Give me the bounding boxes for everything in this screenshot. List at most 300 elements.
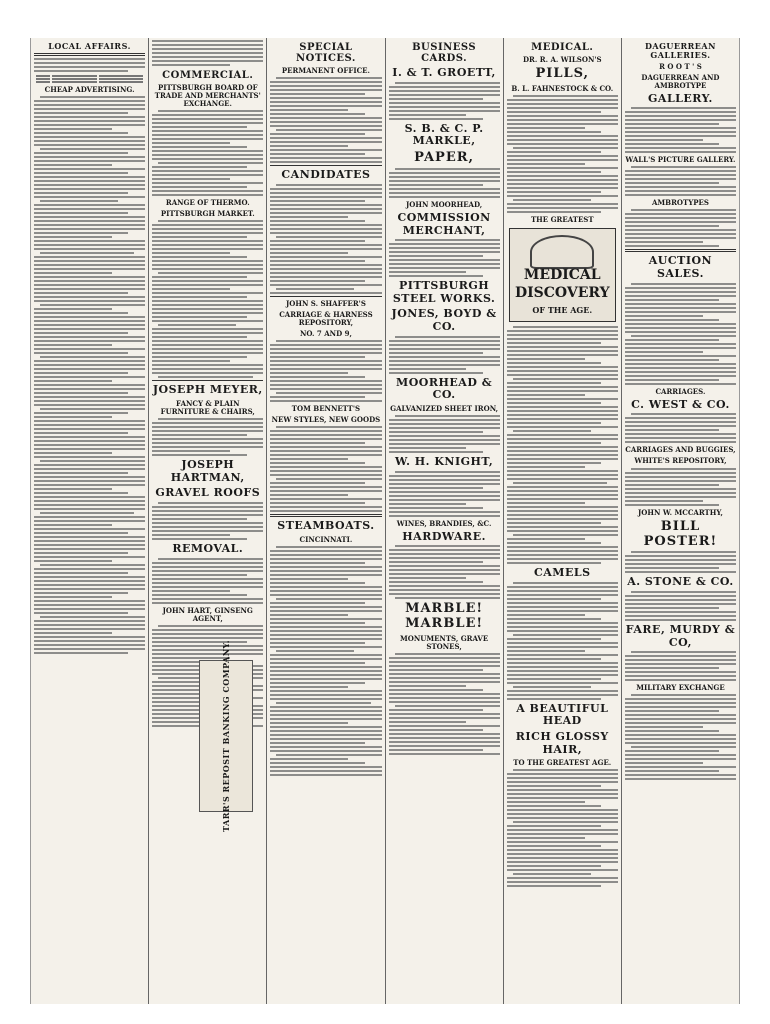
text-line — [507, 406, 618, 408]
text-line — [389, 669, 483, 671]
ad-body — [625, 551, 736, 573]
text-line — [395, 653, 500, 655]
column-special-notices — [267, 38, 385, 1004]
text-line — [625, 331, 736, 333]
text-line — [389, 267, 500, 269]
text-line — [34, 612, 128, 614]
article-text — [34, 58, 145, 94]
text-line — [389, 423, 500, 425]
text-line — [625, 111, 736, 113]
text-line — [34, 388, 145, 390]
text-line — [389, 549, 500, 551]
text-line — [270, 494, 348, 496]
text-line — [34, 496, 145, 498]
text-line — [270, 610, 381, 612]
text-line — [625, 229, 736, 231]
text-line — [34, 448, 145, 450]
ad-title: PAPER, — [414, 149, 475, 165]
text-line — [389, 665, 500, 667]
text-line — [625, 607, 719, 609]
ad-body — [389, 545, 500, 599]
ad-title: JOSEPH HARTMAN, — [170, 457, 245, 484]
text-line — [507, 642, 618, 644]
text-line — [507, 813, 618, 815]
text-line — [34, 636, 145, 638]
text-line — [625, 421, 736, 423]
text-line — [152, 236, 246, 238]
text-line — [625, 758, 736, 760]
text-line — [507, 414, 618, 416]
text-line — [152, 562, 263, 564]
text-line — [625, 675, 736, 677]
text-line — [270, 348, 381, 350]
text-line — [34, 212, 128, 214]
column-heading: COMMERCIAL. — [162, 70, 254, 81]
text-line — [507, 398, 618, 400]
text-line — [270, 726, 381, 728]
text-line — [270, 125, 381, 127]
text-line — [625, 355, 736, 357]
text-line — [631, 551, 736, 553]
text-line — [152, 154, 263, 156]
text-line — [152, 232, 263, 234]
text-line — [276, 392, 381, 394]
medical-discovery-illustration — [509, 228, 616, 322]
text-line — [34, 312, 128, 314]
newspaper-page — [30, 38, 740, 1004]
text-line — [152, 454, 246, 456]
text-line — [625, 190, 736, 192]
text-line — [507, 207, 618, 209]
text-line — [507, 127, 585, 129]
text-line — [34, 472, 128, 474]
text-line — [389, 114, 467, 116]
text-line — [34, 632, 112, 634]
divider — [270, 165, 381, 166]
text-line — [276, 702, 370, 704]
text-line — [270, 153, 364, 155]
text-line — [625, 315, 703, 317]
text-line — [389, 184, 483, 186]
text-line — [625, 429, 719, 431]
text-line — [34, 236, 112, 238]
vertical-ad-text: TARR'S REPOSIT BANKING COMPANY. — [221, 639, 231, 833]
text-line — [270, 758, 348, 760]
ad-title: FANCY & PLAIN FURNITURE & CHAIRS, — [160, 398, 255, 416]
text-line — [270, 216, 348, 218]
text-line — [389, 507, 483, 509]
text-line — [152, 130, 263, 132]
text-line — [389, 661, 500, 663]
section-subhead: CHEAP ADVERTISING. — [44, 84, 135, 94]
text-line — [513, 686, 591, 688]
text-line — [34, 240, 145, 242]
text-line — [507, 159, 618, 161]
text-line — [507, 167, 618, 169]
text-line — [389, 737, 500, 739]
text-line — [34, 568, 145, 570]
text-line — [507, 837, 585, 839]
text-line — [507, 402, 601, 404]
text-line — [389, 577, 467, 579]
text-line — [625, 425, 736, 427]
text-line — [507, 805, 601, 807]
text-line — [34, 580, 145, 582]
text-line — [270, 208, 381, 210]
text-line — [34, 364, 145, 366]
text-line — [389, 565, 500, 567]
ad-body — [389, 336, 500, 374]
text-line — [152, 566, 263, 568]
text-line — [507, 849, 618, 851]
text-line — [507, 678, 601, 680]
text-line — [34, 640, 145, 642]
text-line — [270, 486, 381, 488]
text-line — [34, 440, 145, 442]
ad-title: MOORHEAD & CO. — [396, 375, 493, 402]
text-line — [507, 638, 601, 640]
text-line — [270, 774, 381, 776]
text-line — [507, 119, 618, 121]
text-line — [625, 778, 736, 780]
text-line — [395, 705, 500, 707]
text-line — [507, 869, 618, 871]
text-line — [507, 789, 618, 791]
text-line — [625, 359, 719, 361]
section-subhead: STEAMBOATS. — [277, 518, 375, 532]
text-line — [507, 334, 618, 336]
text-line — [152, 280, 263, 282]
text-line — [152, 312, 263, 314]
text-line — [152, 364, 263, 366]
text-line — [270, 586, 381, 588]
text-line — [625, 730, 719, 732]
text-line — [513, 95, 618, 97]
text-line — [34, 288, 145, 290]
text-line — [270, 594, 381, 596]
text-line — [152, 138, 263, 140]
text-line — [625, 319, 719, 321]
text-line — [507, 135, 618, 137]
text-line — [625, 383, 736, 385]
text-line — [625, 718, 736, 720]
text-line — [507, 171, 601, 173]
text-line — [270, 438, 381, 440]
text-line — [152, 426, 263, 428]
ad-title: FARE, MURDY & CO, — [625, 623, 736, 649]
text-line — [513, 378, 618, 380]
text-line — [625, 343, 736, 345]
ad-title: THE GREATEST — [530, 215, 594, 225]
text-line — [507, 474, 618, 476]
text-line — [34, 280, 145, 282]
text-line — [507, 833, 618, 835]
text-line — [625, 295, 736, 297]
text-line — [152, 518, 246, 520]
text-line — [625, 367, 736, 369]
text-line — [152, 434, 246, 436]
ad-body — [270, 340, 381, 402]
text-line — [507, 861, 618, 863]
text-line — [625, 611, 736, 613]
text-line — [270, 93, 364, 95]
text-line — [34, 316, 145, 318]
ad-title: MARBLE! MARBLE! — [405, 601, 484, 632]
text-line — [625, 119, 736, 121]
column-heading: MEDICAL. — [531, 42, 594, 53]
text-line — [625, 135, 736, 137]
ad-title: COMMISSION MERCHANT, — [397, 210, 491, 237]
text-line — [513, 821, 618, 823]
text-line — [389, 673, 500, 675]
text-line — [152, 526, 263, 528]
text-line — [152, 248, 263, 250]
text-line — [625, 595, 736, 597]
text-line — [158, 272, 263, 274]
text-line — [395, 597, 500, 599]
text-line — [389, 176, 500, 178]
text-line — [625, 299, 719, 301]
text-line — [507, 99, 618, 101]
text-line — [507, 490, 618, 492]
text-line — [152, 134, 263, 136]
text-line — [152, 240, 263, 242]
text-line — [389, 447, 467, 449]
text-line — [152, 442, 263, 444]
text-line — [276, 288, 354, 290]
text-line — [270, 566, 381, 568]
column-heading: BUSINESS CARDS. — [412, 42, 477, 64]
text-line — [507, 450, 618, 452]
text-line — [34, 376, 145, 378]
text-line — [34, 308, 112, 310]
text-line — [34, 168, 145, 170]
divider — [270, 514, 381, 517]
text-line — [625, 347, 736, 349]
text-line — [625, 237, 736, 239]
text-line — [270, 682, 364, 684]
text-line — [389, 721, 467, 723]
text-line — [507, 143, 618, 145]
text-line — [152, 260, 263, 262]
text-line — [270, 690, 381, 692]
text-line — [34, 152, 128, 154]
text-line — [158, 502, 263, 504]
text-line — [625, 667, 719, 669]
text-line — [507, 358, 585, 360]
text-line — [34, 412, 128, 414]
text-line — [270, 626, 381, 628]
text-line — [507, 614, 585, 616]
text-line — [34, 100, 145, 102]
text-line — [389, 356, 500, 358]
text-line — [513, 769, 618, 771]
text-line — [158, 625, 263, 627]
text-line — [389, 352, 483, 354]
text-line — [625, 131, 736, 133]
text-line — [389, 585, 500, 587]
text-line — [40, 460, 145, 462]
text-line — [270, 658, 381, 660]
text-line — [270, 618, 381, 620]
text-line — [34, 180, 145, 182]
text-line — [389, 557, 500, 559]
text-line — [270, 706, 381, 708]
text-line — [507, 809, 618, 811]
text-line — [389, 657, 500, 659]
text-line — [34, 492, 128, 494]
text-line — [270, 380, 381, 382]
text-line — [625, 679, 736, 681]
text-line — [507, 354, 618, 356]
text-line — [507, 650, 585, 652]
text-line — [507, 558, 618, 560]
text-line — [152, 118, 263, 120]
text-line — [152, 657, 230, 659]
text-line — [34, 428, 145, 430]
text-line — [507, 366, 618, 368]
text-line — [34, 420, 145, 422]
text-line — [389, 593, 500, 595]
text-line — [507, 510, 618, 512]
text-line — [507, 426, 618, 428]
text-line — [389, 368, 467, 370]
text-line — [270, 284, 381, 286]
text-line — [507, 115, 618, 117]
text-line — [389, 753, 500, 755]
text-line — [158, 376, 252, 378]
text-line — [507, 422, 601, 424]
text-line — [152, 653, 263, 655]
text-line — [507, 586, 618, 588]
text-line — [625, 504, 719, 506]
text-line — [270, 141, 381, 143]
text-line — [270, 662, 364, 664]
text-line — [507, 658, 601, 660]
text-line — [40, 96, 145, 98]
text-line — [507, 877, 618, 879]
divider — [34, 53, 145, 56]
text-line — [40, 616, 145, 618]
text-line — [507, 781, 618, 783]
text-line — [507, 829, 618, 831]
text-line — [152, 304, 263, 306]
text-line — [507, 797, 618, 799]
text-line — [34, 340, 145, 342]
text-line — [507, 498, 618, 500]
text-line — [513, 430, 591, 432]
text-line — [34, 136, 145, 138]
text-line — [389, 677, 500, 679]
text-line — [389, 487, 483, 489]
ad-body — [507, 95, 618, 213]
ad-title: MILITARY EXCHANGE — [636, 683, 725, 693]
text-line — [625, 151, 736, 153]
wreath-icon — [530, 235, 594, 269]
text-line — [507, 494, 618, 496]
text-line — [152, 514, 263, 516]
text-line — [270, 232, 381, 234]
text-line — [507, 694, 618, 696]
text-line — [507, 362, 601, 364]
text-line — [34, 132, 128, 134]
text-line — [270, 714, 381, 716]
ad-title: JOHN W. MCCARTHY, — [638, 507, 723, 517]
column-local-affairs — [31, 38, 149, 1004]
text-line — [507, 622, 618, 624]
text-line — [34, 204, 145, 206]
text-line — [34, 396, 145, 398]
text-line — [507, 374, 618, 376]
text-line — [389, 499, 500, 501]
text-line — [34, 208, 145, 210]
text-line — [270, 738, 381, 740]
text-line — [270, 570, 381, 572]
text-line — [34, 536, 145, 538]
text-line — [389, 360, 500, 362]
text-line — [152, 641, 246, 643]
text-line — [625, 480, 736, 482]
column-heading: DAGUERREAN GALLERIES. — [644, 41, 716, 60]
text-line — [34, 120, 145, 122]
text-line — [625, 492, 736, 494]
text-line — [34, 196, 145, 198]
text-line — [34, 332, 128, 334]
ad-body — [389, 239, 500, 277]
ad-body — [625, 209, 736, 247]
text-line — [507, 502, 585, 504]
text-line — [270, 750, 381, 752]
text-line — [389, 741, 500, 743]
text-line — [389, 259, 500, 261]
text-line — [152, 602, 263, 604]
text-line — [625, 178, 736, 180]
text-line — [625, 375, 736, 377]
text-line — [625, 323, 736, 325]
text-line — [270, 192, 381, 194]
text-line — [152, 344, 263, 346]
text-line — [625, 441, 736, 443]
ad-title: A BEAUTIFUL HEAD — [516, 701, 609, 728]
text-line — [276, 546, 381, 548]
text-line — [270, 121, 381, 123]
text-line — [152, 296, 246, 298]
ad-title: MONUMENTS, GRAVE STONES, — [399, 634, 489, 652]
text-line — [507, 857, 618, 859]
divider — [152, 380, 263, 381]
ad-body — [389, 82, 500, 120]
text-line — [270, 442, 364, 444]
text-line — [270, 81, 381, 83]
medical-line-1: MEDICAL — [523, 267, 601, 284]
text-line — [513, 482, 607, 484]
text-line — [625, 500, 703, 502]
text-line — [152, 122, 263, 124]
text-line — [625, 245, 719, 247]
text-line — [34, 464, 145, 466]
text-line — [507, 777, 618, 779]
text-line — [513, 326, 618, 328]
text-line — [270, 602, 364, 604]
text-line — [507, 394, 585, 396]
text-line — [389, 693, 500, 695]
ad-title: NEW STYLES, NEW GOODS — [271, 414, 381, 424]
text-line — [152, 336, 246, 338]
text-line — [389, 717, 500, 719]
text-line — [152, 288, 230, 290]
text-line — [507, 626, 618, 628]
ad-title: DR. R. A. WILSON'S — [522, 55, 602, 64]
